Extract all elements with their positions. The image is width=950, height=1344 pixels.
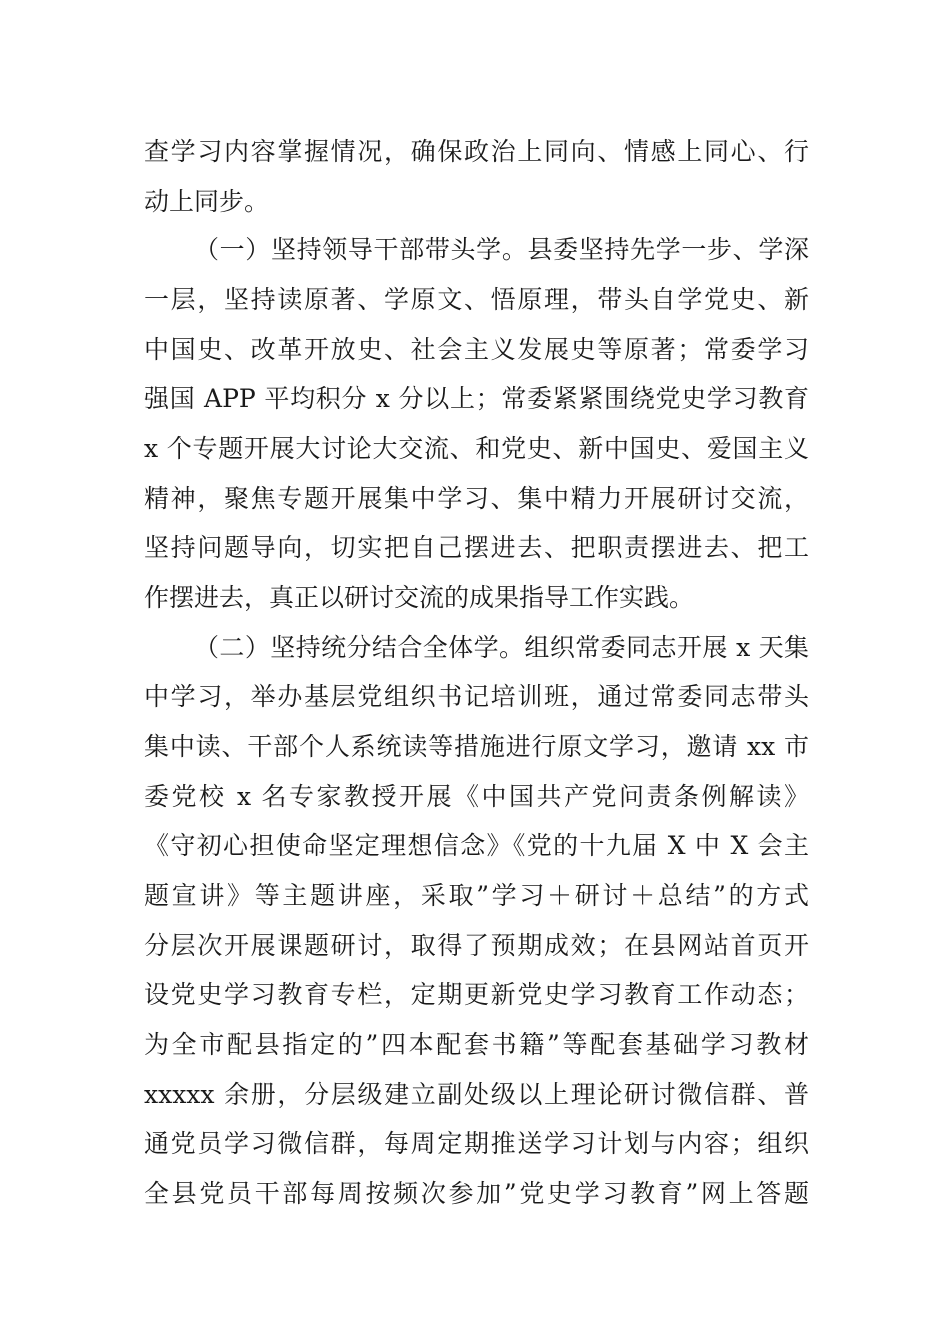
text-line: 一层，坚持读原著、学原文、悟原理，带头自学党史、新 xyxy=(144,285,809,314)
text-line: 精神，聚焦专题开展集中学习、集中精力开展研讨交流， xyxy=(144,484,809,513)
paragraph-2-first-line: （二）坚持统分结合全体学。组织常委同志开展 x 天集 xyxy=(194,633,809,662)
text-line: 《守初心担使命坚定理想信念》《党的十九届 X 中 X 会主 xyxy=(144,831,809,860)
text-line: xxxxx 余册，分层级建立副处级以上理论研讨微信群、普 xyxy=(144,1080,809,1109)
text-line: 通党员学习微信群，每周定期推送学习计划与内容；组织 xyxy=(144,1129,809,1158)
text-line: 全县党员干部每周按频次参加”党史学习教育”网上答题 xyxy=(144,1179,809,1208)
text-line: x 个专题开展大讨论大交流、和党史、新中国史、爱国主义 xyxy=(144,434,809,463)
text-line: 设党史学习教育专栏，定期更新党史学习教育工作动态； xyxy=(144,980,809,1009)
text-line: 中国史、改革开放史、社会主义发展史等原著；常委学习 xyxy=(144,335,809,364)
text-line: 动上同步。 xyxy=(144,187,270,216)
text-line: 坚持问题导向，切实把自己摆进去、把职责摆进去、把工 xyxy=(144,533,809,562)
paragraph-1-first-line: （一）坚持领导干部带头学。县委坚持先学一步、学深 xyxy=(194,235,809,264)
text-line: 分层次开展课题研讨，取得了预期成效；在县网站首页开 xyxy=(144,931,809,960)
text-line: 集中读、干部个人系统读等措施进行原文学习，邀请 xx 市 xyxy=(144,732,809,761)
text-line: 为全市配县指定的”四本配套书籍”等配套基础学习教材 xyxy=(144,1030,809,1059)
text-line: 强国 APP 平均积分 x 分以上；常委紧紧围绕党史学习教育 xyxy=(144,384,809,413)
text-line: 作摆进去，真正以研讨交流的成果指导工作实践。 xyxy=(144,583,695,612)
text-line: 委党校 x 名专家教授开展《中国共产党问责条例解读》 xyxy=(144,782,809,811)
text-line: 查学习内容掌握情况，确保政治上同向、情感上同心、行 xyxy=(144,137,809,166)
text-line: 中学习，举办基层党组织书记培训班，通过常委同志带头 xyxy=(144,682,809,711)
text-line: 题宣讲》等主题讲座，采取”学习＋研讨＋总结”的方式 xyxy=(144,881,809,910)
